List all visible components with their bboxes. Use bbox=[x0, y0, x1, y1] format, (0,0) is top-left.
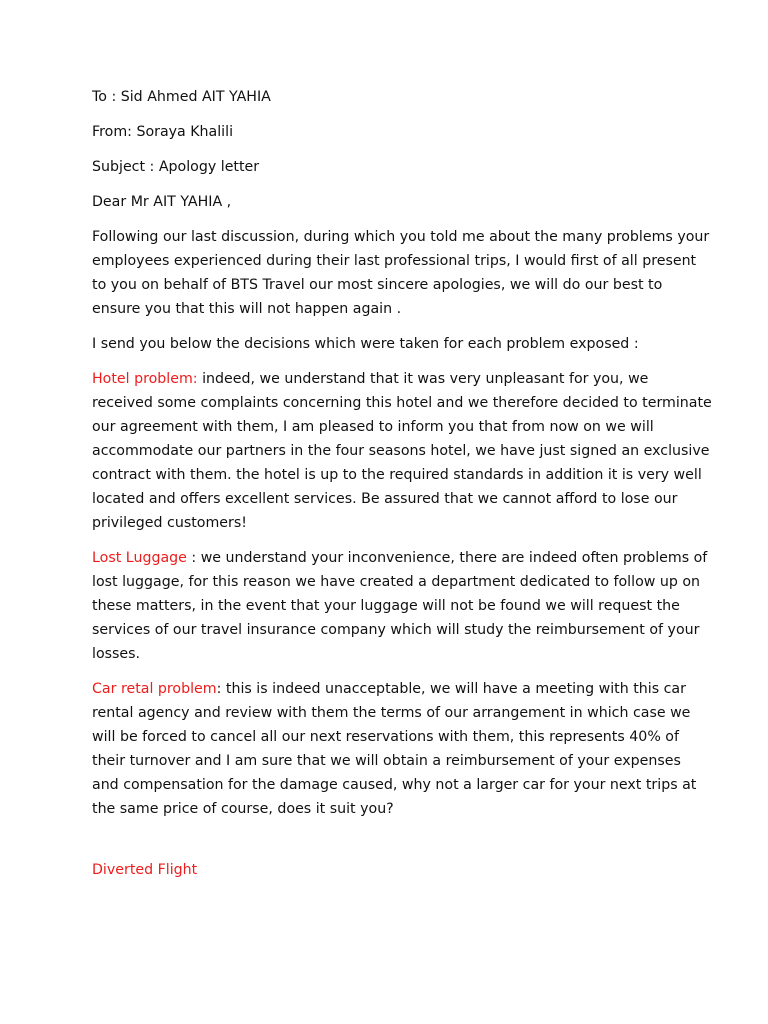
letter-content bbox=[92, 85, 712, 893]
car-text: : this is indeed unacceptable, we will have a meeting with this car rental agency and review with them the terms of our arrangement in which case we will be forced to cancel all our next reservations with them, this represents 40% of their turnover and I am sure that we will obtain a reimbursement of your expenses and compensation for the damage caused, why not a larger car for your next trips at the same price of course, does it suit you? bbox=[92, 681, 697, 817]
diverted-paragraph bbox=[92, 858, 712, 882]
car-paragraph bbox=[92, 677, 712, 821]
hotel-text: indeed, we understand that it was very unpleasant for you, we received some complaints concerning this hotel and we therefore decided to terminate our agreement with them, I am pleased to inform you that from now on we will accommodate our partners in the four seasons hotel, we have just signed an exclusive contract with them. the hotel is up to the required standards in addition it is very well located and offers excellent services. Be assured that we cannot afford to lose our privileged customers! bbox=[92, 371, 712, 531]
car-heading: Car retal problem bbox=[92, 681, 217, 697]
from-line: From: Soraya Khalili bbox=[92, 124, 234, 140]
subject-line: Subject : Apology letter bbox=[92, 159, 260, 175]
hotel-paragraph bbox=[92, 367, 712, 535]
intro-paragraph: Following our last discussion, during which you told me about the many problems your employees experienced during their last professional trips, I would first of all present to you on behalf of BTS Travel our most sincere apologies, we will do our best to ensure you that this will not happen again . bbox=[92, 229, 710, 317]
luggage-heading: Lost Luggage bbox=[92, 550, 192, 566]
luggage-paragraph bbox=[92, 546, 712, 666]
diverted-heading: Diverted Flight bbox=[92, 862, 198, 878]
to-line: To : Sid Ahmed AIT YAHIA bbox=[92, 89, 271, 105]
hotel-heading: Hotel problem: bbox=[92, 371, 198, 387]
greeting-line: Dear Mr AIT YAHIA , bbox=[92, 194, 232, 210]
decisions-intro: I send you below the decisions which were taken for each problem exposed : bbox=[92, 336, 639, 352]
luggage-text: : we understand your inconvenience, there are indeed often problems of lost luggage, for this reason we have created a department dedicated to follow up on these matters, in the event that your luggage will not be found we will request the services of our travel insurance company which will study the reimbursement of your losses. bbox=[92, 550, 708, 662]
